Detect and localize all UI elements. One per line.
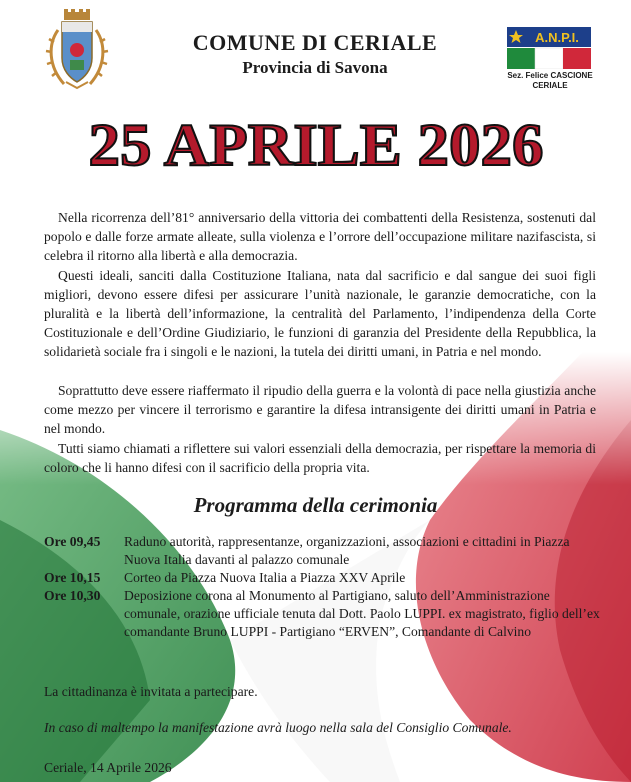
- paragraph-anniversario: [44, 208, 596, 265]
- anpi-logo-text: A.N.P.I.: [535, 30, 579, 45]
- event-date-title: [0, 105, 631, 185]
- programma-title: Programma della cerimonia: [193, 493, 438, 517]
- anpi-sezione-line1: Sez. Felice CASCIONE: [507, 71, 593, 80]
- paragraph-costituzione: [44, 266, 596, 361]
- invito-text: La cittadinanza è invitata a partecipare.: [44, 684, 258, 699]
- anpi-sezione-line2: CERIALE: [532, 81, 568, 90]
- paragraph-text: Soprattutto deve essere riaffermato il ripudio della guerra e la volontà di pace nella giustizia anche come mezzo per vincere il terrorismo e garantire la difesa intransigente dei diritti umani in Patria e nel mondo.: [44, 383, 596, 436]
- paragraph-riflettere: [44, 439, 596, 477]
- provincia-subtitle: Provincia di Savona: [242, 58, 388, 77]
- anpi-star-flag-icon: [507, 27, 591, 69]
- comune-crest-icon: [40, 8, 114, 92]
- schedule-desc: Deposizione corona al Monumento al Partigiano, saluto dell’Amministrazione comunale, orazione ufficiale tenuta dal Dott. Paolo LUPPI. ex magistrato, figlio dell’ex comandante Bruno LUPPI - Partigiano “ERVEN”, Comandante di Calvino: [124, 588, 600, 639]
- schedule-desc: Corteo da Piazza Nuova Italia a Piazza XXV Aprile: [124, 570, 406, 585]
- comune-title: COMUNE DI CERIALE: [192, 30, 438, 55]
- schedule-time: Ore 10,15: [44, 570, 101, 585]
- maltempo-note: In caso di maltempo la manifestazione avrà luogo nella sala del Consiglio Comunale.: [44, 720, 512, 735]
- schedule-time: Ore 10,30: [44, 588, 101, 603]
- paragraph-text: Nella ricorrenza dell’81° anniversario della vittoria dei combattenti della Resistenza, sostenuti dal popolo e dalle forze armate alleate, sulla violenza e l’orrore dell’occupazione militare nazifascista, si celebra il ritorno alla libertà e alla democrazia.: [44, 210, 596, 263]
- event-date-text: 25 APRILE 2026: [88, 112, 544, 178]
- paragraph-text: Questi ideali, sanciti dalla Costituzione Italiana, nata dal sacrificio e dal sangue dei suoi figli migliori, devono essere difesi per assicurare l’unità nazionale, le garanzie democratiche, con la pluralità e la libertà dell’informazione, la centralità del Parlamento, l’indipendenza della Corte Costituzionale e dell’Ordine Giudiziario, le funzioni di garanzia del Presidente della Repubblica, la solidarietà sociale fra i singoli e le nazioni, la tutela dei diritti umani, in Patria e nel mondo.: [44, 268, 596, 359]
- schedule-desc: Raduno autorità, rappresentanze, organizzazioni, associazioni e cittadini in Piazza Nuova Italia davanti al palazzo comunale: [124, 534, 570, 567]
- footer-date: Ceriale, 14 Aprile 2026: [44, 760, 172, 775]
- paragraph-ripudio-guerra: [44, 381, 596, 438]
- paragraph-text: Tutti siamo chiamati a riflettere sui valori essenziali della democrazia, per rispettare la memoria di coloro che li hanno difesi con il sacrificio della propria vita.: [44, 441, 596, 475]
- anpi-sezione: [500, 71, 600, 91]
- schedule-time: Ore 09,45: [44, 534, 101, 549]
